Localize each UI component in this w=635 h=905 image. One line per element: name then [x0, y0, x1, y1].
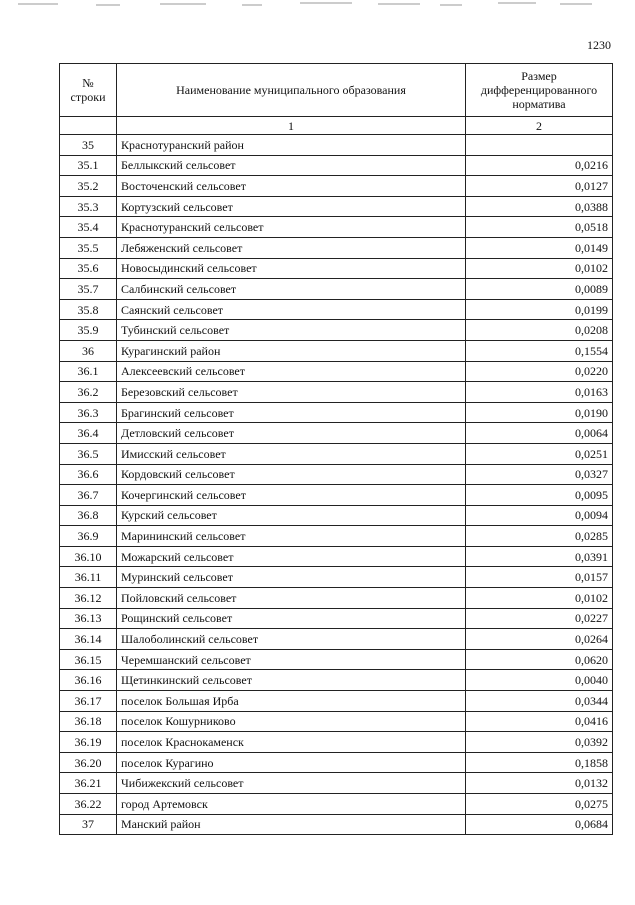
row-number-cell: 35: [60, 135, 117, 156]
municipality-name-cell: Брагинский сельсовет: [117, 402, 466, 423]
table-row: [60, 670, 613, 691]
municipality-name-cell: Шалоболинский сельсовет: [117, 629, 466, 650]
row-number-cell: 35.4: [60, 217, 117, 238]
table-row: [60, 814, 613, 835]
municipality-name-cell: Новосыдинский сельсовет: [117, 258, 466, 279]
table-row: [60, 608, 613, 629]
municipality-name-cell: Можарский сельсовет: [117, 546, 466, 567]
table-row: [60, 382, 613, 403]
table-row: [60, 340, 613, 361]
table-body: [60, 135, 613, 835]
row-number-cell: 36.1: [60, 361, 117, 382]
normative-value-cell: 0,1554: [466, 340, 613, 361]
municipality-name-cell: Лебяженский сельсовет: [117, 237, 466, 258]
row-number-cell: 36.22: [60, 794, 117, 815]
normative-value-cell: 0,0190: [466, 402, 613, 423]
normative-value-cell: 0,0518: [466, 217, 613, 238]
index-value-column: 2: [466, 117, 613, 135]
normatives-table: [59, 63, 613, 835]
index-name-column: 1: [117, 117, 466, 135]
municipality-name-cell: Чибижекский сельсовет: [117, 773, 466, 794]
table-row: [60, 526, 613, 547]
row-number-cell: 36.13: [60, 608, 117, 629]
table-row: [60, 629, 613, 650]
normative-value-cell: 0,0388: [466, 196, 613, 217]
row-number-cell: 36.2: [60, 382, 117, 403]
municipality-name-cell: поселок Краснокаменск: [117, 732, 466, 753]
table-row: [60, 546, 613, 567]
normative-value-cell: 0,0089: [466, 279, 613, 300]
normative-value-cell: 0,0132: [466, 773, 613, 794]
row-number-cell: 36.3: [60, 402, 117, 423]
table-row: [60, 299, 613, 320]
table-row: [60, 505, 613, 526]
normative-value-cell: 0,0327: [466, 464, 613, 485]
row-number-cell: 35.8: [60, 299, 117, 320]
table-row: [60, 361, 613, 382]
normative-value-cell: 0,0620: [466, 649, 613, 670]
municipality-name-cell: Курагинский район: [117, 340, 466, 361]
municipality-name-cell: Краснотуранский сельсовет: [117, 217, 466, 238]
normative-value-cell: 0,0102: [466, 258, 613, 279]
row-number-cell: 36.15: [60, 649, 117, 670]
row-number-cell: 36.16: [60, 670, 117, 691]
municipality-name-cell: Тубинский сельсовет: [117, 320, 466, 341]
normative-value-cell: 0,0157: [466, 567, 613, 588]
row-number-cell: 36.4: [60, 423, 117, 444]
row-number-cell: 36.6: [60, 464, 117, 485]
municipality-name-cell: поселок Большая Ирба: [117, 691, 466, 712]
normative-value-cell: 0,0199: [466, 299, 613, 320]
table-header-row: [60, 64, 613, 117]
municipality-name-cell: Манский район: [117, 814, 466, 835]
row-number-cell: 36.5: [60, 443, 117, 464]
table-row: [60, 320, 613, 341]
table-row: [60, 464, 613, 485]
normative-value-cell: 0,0264: [466, 629, 613, 650]
municipality-name-cell: поселок Курагино: [117, 752, 466, 773]
municipality-name-cell: Пойловский сельсовет: [117, 588, 466, 609]
table-row: [60, 567, 613, 588]
row-number-cell: 36.18: [60, 711, 117, 732]
municipality-name-cell: Рощинский сельсовет: [117, 608, 466, 629]
header-row-number: № строки: [60, 64, 117, 117]
header-normative-size: Размер дифференцированного норматива: [466, 64, 613, 117]
normative-value-cell: 0,0416: [466, 711, 613, 732]
row-number-cell: 36: [60, 340, 117, 361]
row-number-cell: 36.12: [60, 588, 117, 609]
normative-value-cell: 0,0163: [466, 382, 613, 403]
municipality-name-cell: Березовский сельсовет: [117, 382, 466, 403]
normative-value-cell: 0,0227: [466, 608, 613, 629]
index-empty-cell: [60, 117, 117, 135]
municipality-name-cell: Муринский сельсовет: [117, 567, 466, 588]
municipality-name-cell: Восточенский сельсовет: [117, 176, 466, 197]
table-row: [60, 402, 613, 423]
table-row: [60, 135, 613, 156]
municipality-name-cell: Курский сельсовет: [117, 505, 466, 526]
normative-value-cell: [466, 135, 613, 156]
row-number-cell: 35.3: [60, 196, 117, 217]
normative-value-cell: 0,0391: [466, 546, 613, 567]
normative-value-cell: 0,0220: [466, 361, 613, 382]
table-row: [60, 217, 613, 238]
table-row: [60, 691, 613, 712]
municipality-name-cell: Марининский сельсовет: [117, 526, 466, 547]
row-number-cell: 37: [60, 814, 117, 835]
table-index-row: [60, 117, 613, 135]
normative-value-cell: 0,0344: [466, 691, 613, 712]
table-row: [60, 155, 613, 176]
row-number-cell: 36.10: [60, 546, 117, 567]
municipality-name-cell: Кордовский сельсовет: [117, 464, 466, 485]
municipality-name-cell: город Артемовск: [117, 794, 466, 815]
row-number-cell: 35.1: [60, 155, 117, 176]
row-number-cell: 36.21: [60, 773, 117, 794]
table-row: [60, 279, 613, 300]
table-row: [60, 794, 613, 815]
normative-value-cell: 0,0094: [466, 505, 613, 526]
normative-value-cell: 0,0251: [466, 443, 613, 464]
table-row: [60, 732, 613, 753]
normative-value-cell: 0,0392: [466, 732, 613, 753]
normative-value-cell: 0,1858: [466, 752, 613, 773]
municipality-name-cell: Салбинский сельсовет: [117, 279, 466, 300]
row-number-cell: 35.7: [60, 279, 117, 300]
municipality-name-cell: Кортузский сельсовет: [117, 196, 466, 217]
table-row: [60, 237, 613, 258]
table-row: [60, 752, 613, 773]
page-number: 1230: [587, 38, 611, 52]
municipality-name-cell: Детловский сельсовет: [117, 423, 466, 444]
municipality-name-cell: Беллыкский сельсовет: [117, 155, 466, 176]
normative-value-cell: 0,0127: [466, 176, 613, 197]
table-row: [60, 176, 613, 197]
normative-value-cell: 0,0149: [466, 237, 613, 258]
table-row: [60, 196, 613, 217]
municipality-name-cell: Кочергинский сельсовет: [117, 485, 466, 506]
row-number-cell: 36.19: [60, 732, 117, 753]
row-number-cell: 36.20: [60, 752, 117, 773]
normative-value-cell: 0,0064: [466, 423, 613, 444]
municipality-name-cell: Щетинкинский сельсовет: [117, 670, 466, 691]
row-number-cell: 36.9: [60, 526, 117, 547]
row-number-cell: 36.17: [60, 691, 117, 712]
municipality-name-cell: Черемшанский сельсовет: [117, 649, 466, 670]
header-municipality-name: Наименование муниципального образования: [117, 64, 466, 117]
normative-value-cell: 0,0216: [466, 155, 613, 176]
normative-value-cell: 0,0102: [466, 588, 613, 609]
row-number-cell: 35.9: [60, 320, 117, 341]
table-row: [60, 711, 613, 732]
scan-artifact-marks: [0, 0, 635, 12]
normative-value-cell: 0,0275: [466, 794, 613, 815]
municipality-name-cell: поселок Кошурниково: [117, 711, 466, 732]
row-number-cell: 35.6: [60, 258, 117, 279]
table-row: [60, 258, 613, 279]
table-row: [60, 773, 613, 794]
row-number-cell: 35.2: [60, 176, 117, 197]
normative-value-cell: 0,0208: [466, 320, 613, 341]
table-row: [60, 485, 613, 506]
normative-value-cell: 0,0684: [466, 814, 613, 835]
row-number-cell: 36.11: [60, 567, 117, 588]
municipality-name-cell: Алексеевский сельсовет: [117, 361, 466, 382]
row-number-cell: 36.7: [60, 485, 117, 506]
normative-value-cell: 0,0040: [466, 670, 613, 691]
municipality-name-cell: Краснотуранский район: [117, 135, 466, 156]
municipality-name-cell: Саянский сельсовет: [117, 299, 466, 320]
row-number-cell: 36.8: [60, 505, 117, 526]
row-number-cell: 36.14: [60, 629, 117, 650]
normative-value-cell: 0,0095: [466, 485, 613, 506]
table-row: [60, 649, 613, 670]
table-row: [60, 588, 613, 609]
table-row: [60, 423, 613, 444]
normative-value-cell: 0,0285: [466, 526, 613, 547]
row-number-cell: 35.5: [60, 237, 117, 258]
municipality-name-cell: Имисский сельсовет: [117, 443, 466, 464]
table-row: [60, 443, 613, 464]
